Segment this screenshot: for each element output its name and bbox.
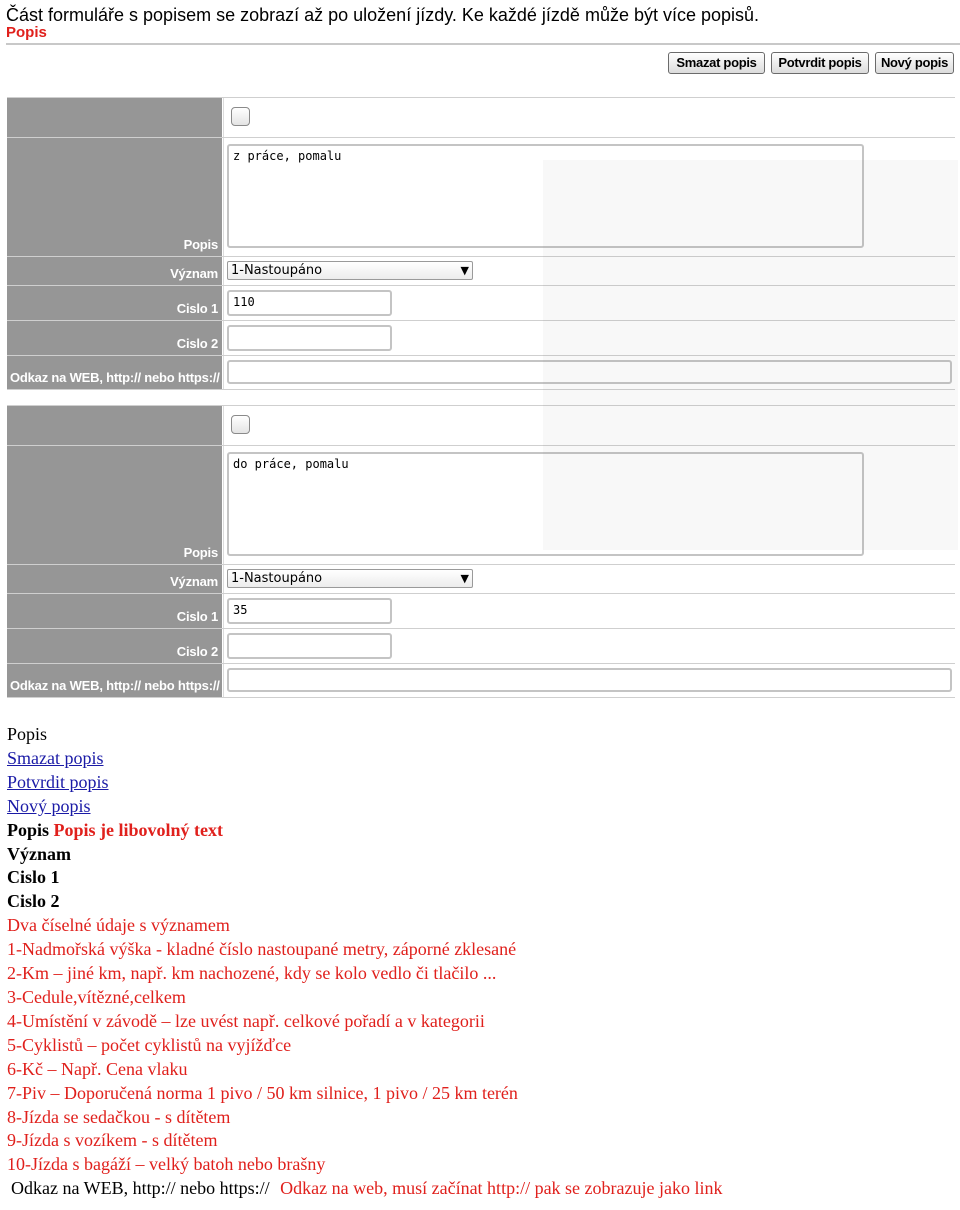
popis-row: [7, 445, 955, 564]
select-checkbox[interactable]: [231, 415, 250, 434]
chevron-down-icon: ▼: [460, 264, 469, 277]
vyznam-select[interactable]: [227, 261, 473, 280]
help-popis-label: Popis: [7, 819, 50, 840]
cislo1-input[interactable]: 35: [227, 598, 392, 624]
help-section: [7, 723, 723, 1201]
help-numbers-intro: Dva číselné údaje s významem: [7, 915, 230, 936]
cislo2-input[interactable]: [227, 325, 392, 351]
help-popis-note: Popis je libovolný text: [53, 819, 224, 840]
vyznam-label: Význam: [7, 565, 222, 593]
popis-textarea[interactable]: do práce, pomalu: [227, 452, 864, 556]
cislo2-row: [7, 628, 955, 663]
confirm-description-button[interactable]: Potvrdit popis: [771, 52, 869, 74]
cislo1-input[interactable]: 110: [227, 290, 392, 316]
help-meaning-item: 3-Cedule,vítězné,celkem: [7, 986, 186, 1007]
chevron-down-icon: ▼: [460, 572, 469, 585]
vyznam-select-value: 1-Nastoupáno: [231, 571, 323, 586]
vyznam-select[interactable]: [227, 569, 473, 588]
new-description-button[interactable]: Nový popis: [875, 52, 954, 74]
help-meaning-item: 2-Km – jiné km, např. km nachozené, kdy se kolo vedlo či tlačilo ...: [7, 963, 497, 984]
description-record: [7, 97, 955, 390]
help-cislo1-label: Cislo 1: [7, 867, 60, 888]
help-link-confirm[interactable]: Potvrdit popis: [7, 771, 109, 792]
cislo2-row: [7, 320, 955, 355]
cislo1-row: [7, 593, 955, 628]
odkaz-label: Odkaz na WEB, http:// nebo https://: [7, 664, 222, 697]
select-label-cell: [7, 98, 222, 137]
intro-text: Část formuláře s popisem se zobrazí až po uložení jízdy. Ke každé jízdě může být více popisů.: [6, 5, 760, 25]
help-meaning-item: 10-Jízda s bagáží – velký batoh nebo brašny: [7, 1154, 326, 1175]
help-vyznam-label: Význam: [7, 843, 71, 864]
odkaz-row: [7, 663, 955, 698]
section-title: Popis: [6, 24, 47, 41]
help-meaning-item: 6-Kč – Např. Cena vlaku: [7, 1058, 188, 1079]
help-meaning-item: 4-Umístění v závodě – lze uvést např. celkové pořadí a v kategorii: [7, 1010, 485, 1031]
odkaz-input[interactable]: [227, 668, 952, 692]
select-row: [7, 97, 955, 137]
popis-row: [7, 137, 955, 256]
vyznam-row: [7, 256, 955, 285]
popis-label: Popis: [7, 446, 222, 564]
vyznam-select-value: 1-Nastoupáno: [231, 263, 323, 278]
help-meaning-item: 5-Cyklistů – počet cyklistů na vyjížďce: [7, 1034, 292, 1055]
help-cislo2-label: Cislo 2: [7, 891, 60, 912]
help-meaning-item: 9-Jízda s vozíkem - s dítětem: [7, 1130, 218, 1151]
select-checkbox[interactable]: [231, 107, 250, 126]
popis-textarea[interactable]: z práce, pomalu: [227, 144, 864, 248]
select-label-cell: [7, 406, 222, 445]
vyznam-row: [7, 564, 955, 593]
odkaz-label: Odkaz na WEB, http:// nebo https://: [7, 356, 222, 389]
delete-description-button[interactable]: Smazat popis: [668, 52, 765, 74]
cislo1-row: [7, 285, 955, 320]
help-link-delete[interactable]: Smazat popis: [7, 747, 104, 768]
cislo2-label: Cislo 2: [7, 321, 222, 355]
odkaz-row: [7, 355, 955, 390]
help-heading: Popis: [7, 724, 48, 744]
help-odkaz-line: [7, 1177, 723, 1201]
help-popis-line: [7, 819, 723, 843]
help-meaning-item: 1-Nadmořská výška - kladné číslo nastoupané metry, záporné zklesané: [7, 939, 517, 960]
help-odkaz-note: Odkaz na web, musí začínat http:// pak se zobrazuje jako link: [280, 1178, 723, 1199]
cislo2-input[interactable]: [227, 633, 392, 659]
section-divider: [6, 43, 960, 45]
cislo1-label: Cislo 1: [7, 286, 222, 320]
popis-label: Popis: [7, 138, 222, 256]
vyznam-label: Význam: [7, 257, 222, 285]
help-meaning-item: 8-Jízda se sedačkou - s dítětem: [7, 1106, 231, 1127]
help-odkaz-label: Odkaz na WEB, http:// nebo https://: [11, 1178, 270, 1199]
help-meaning-item: 7-Piv – Doporučená norma 1 pivo / 50 km silnice, 1 pivo / 25 km terén: [7, 1082, 518, 1103]
cislo2-label: Cislo 2: [7, 629, 222, 663]
description-record: [7, 405, 955, 698]
cislo1-label: Cislo 1: [7, 594, 222, 628]
help-link-new[interactable]: Nový popis: [7, 795, 91, 816]
odkaz-input[interactable]: [227, 360, 952, 384]
select-row: [7, 405, 955, 445]
